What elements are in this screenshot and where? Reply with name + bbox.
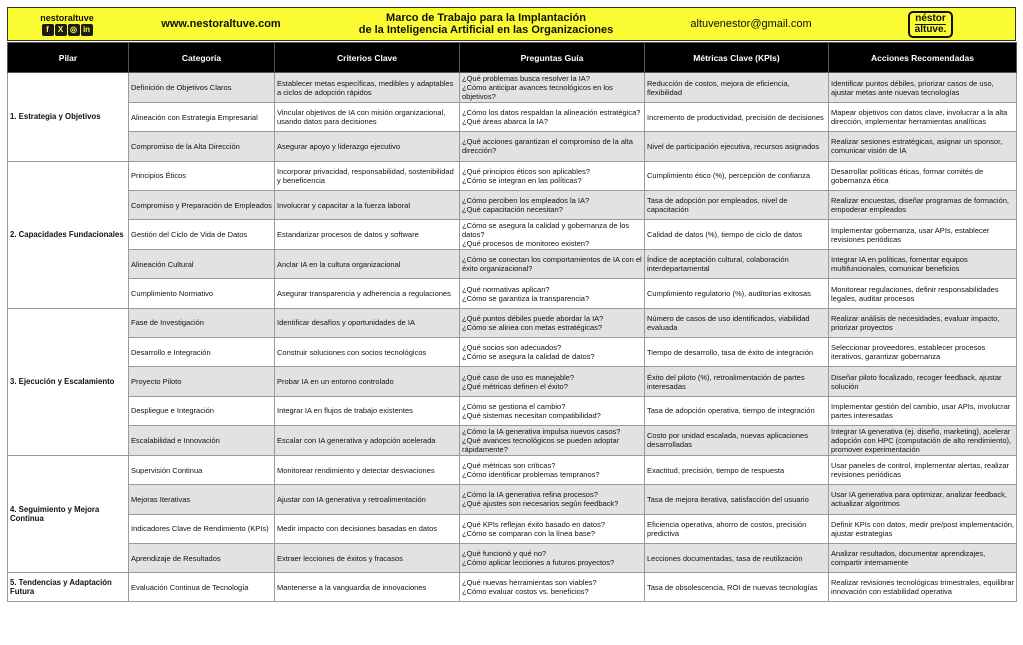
social-icons (42, 24, 93, 36)
preguntas-cell: ¿Qué KPIs reflejan éxito basado en datos? ¿Cómo se comparan con la línea base? (460, 514, 645, 543)
acciones-cell: Usar paneles de control, implementar alertas, realizar revisiones periódicas (829, 455, 1017, 484)
acciones-cell: Monitorear regulaciones, definir responsabilidades legales, auditar procesos (829, 279, 1017, 308)
pillar-cell: 1. Estrategia y Objetivos (8, 73, 129, 162)
metricas-cell: Tasa de adopción operativa, tiempo de integración (645, 396, 829, 425)
criterios-cell: Construir soluciones con socios tecnológicos (275, 338, 460, 367)
categoria-cell: Definición de Objetivos Claros (129, 73, 275, 103)
categoria-cell: Evaluación Continua de Tecnología (129, 573, 275, 602)
criterios-cell: Monitorear rendimiento y detectar desviaciones (275, 455, 460, 484)
acciones-cell: Implementar gobernanza, usar APIs, establecer revisiones periódicas (829, 220, 1017, 250)
metricas-cell: Éxito del piloto (%), retroalimentación de partes interesadas (645, 367, 829, 396)
preguntas-cell: ¿Qué principios éticos son aplicables? ¿Cómo se integran en las políticas? (460, 161, 645, 190)
page-title (316, 12, 656, 36)
column-header-categoria: Categoría (129, 43, 275, 73)
title-line-1: Marco de Trabajo para la Implantación (386, 12, 586, 24)
criterios-cell: Vincular objetivos de IA con misión organizacional, usando datos para decisiones (275, 103, 460, 132)
table-row (8, 338, 1017, 367)
categoria-cell: Desarrollo e Integración (129, 338, 275, 367)
column-header-pilar: Pilar (8, 43, 129, 73)
metricas-cell: Número de casos de uso identificados, viabilidad evaluada (645, 308, 829, 337)
categoria-cell: Aprendizaje de Resultados (129, 543, 275, 572)
categoria-cell: Principios Éticos (129, 161, 275, 190)
table-header-row (8, 43, 1017, 73)
preguntas-cell: ¿Cómo la IA generativa refina procesos? ¿Qué ajustes son necesarios según feedback? (460, 485, 645, 514)
table-row (8, 367, 1017, 396)
metricas-cell: Costo por unidad escalada, nuevas aplicaciones desarrolladas (645, 425, 829, 455)
acciones-cell: Realizar sesiones estratégicas, asignar un sponsor, comunicar visión de IA (829, 132, 1017, 161)
pillar-cell: 3. Ejecución y Escalamiento (8, 308, 129, 455)
preguntas-cell: ¿Cómo los datos respaldan la alineación estratégica? ¿Qué áreas abarca la IA? (460, 103, 645, 132)
acciones-cell: Diseñar piloto focalizado, recoger feedback, ajustar solución (829, 367, 1017, 396)
facebook-icon[interactable]: f (42, 24, 54, 36)
column-header-criterios: Criterios Clave (275, 43, 460, 73)
metricas-cell: Cumplimiento regulatorio (%), auditorías exitosas (645, 279, 829, 308)
preguntas-cell: ¿Cómo perciben los empleados la IA? ¿Qué capacitación necesitan? (460, 190, 645, 219)
metricas-cell: Incremento de productividad, precisión de decisiones (645, 103, 829, 132)
preguntas-cell: ¿Cómo la IA generativa impulsa nuevos casos? ¿Qué avances tecnológicos se pueden adoptar rápidamente? (460, 425, 645, 455)
table-row (8, 220, 1017, 250)
categoria-cell: Indicadores Clave de Rendimiento (KPIs) (129, 514, 275, 543)
acciones-cell: Desarrollar políticas éticas, formar comités de gobernanza ética (829, 161, 1017, 190)
brand-name: nestoraltuve (40, 12, 94, 23)
criterios-cell: Probar IA en un entorno controlado (275, 367, 460, 396)
criterios-cell: Extraer lecciones de éxitos y fracasos (275, 543, 460, 572)
column-header-acciones: Acciones Recomendadas (829, 43, 1017, 73)
metricas-cell: Eficiencia operativa, ahorro de costos, precisión predictiva (645, 514, 829, 543)
criterios-cell: Identificar desafíos y oportunidades de IA (275, 308, 460, 337)
criterios-cell: Asegurar apoyo y liderazgo ejecutivo (275, 132, 460, 161)
metricas-cell: Índice de aceptación cultural, colaboración interdepartamental (645, 250, 829, 279)
preguntas-cell: ¿Qué problemas busca resolver la IA? ¿Cómo anticipar avances tecnológicos en los objetivos? (460, 73, 645, 103)
table-row (8, 279, 1017, 308)
metricas-cell: Nivel de participación ejecutiva, recursos asignados (645, 132, 829, 161)
table-row (8, 161, 1017, 190)
column-header-metricas: Métricas Clave (KPIs) (645, 43, 829, 73)
preguntas-cell: ¿Qué acciones garantizan el compromiso de la alta dirección? (460, 132, 645, 161)
criterios-cell: Estandarizar procesos de datos y software (275, 220, 460, 250)
acciones-cell: Usar IA generativa para optimizar, analizar feedback, actualizar algoritmos (829, 485, 1017, 514)
preguntas-cell: ¿Qué funcionó y qué no? ¿Cómo aplicar lecciones a futuros proyectos? (460, 543, 645, 572)
metricas-cell: Tasa de adopción por empleados, nivel de capacitación (645, 190, 829, 219)
table-row (8, 543, 1017, 572)
logo-line-1: néstor (915, 12, 946, 24)
categoria-cell: Compromiso y Preparación de Empleados (129, 190, 275, 219)
categoria-cell: Compromiso de la Alta Dirección (129, 132, 275, 161)
categoria-cell: Cumplimiento Normativo (129, 279, 275, 308)
email-link[interactable]: altuvenestor@gmail.com (690, 18, 812, 30)
preguntas-cell: ¿Cómo se asegura la calidad y gobernanza de los datos? ¿Qué procesos de monitoreo existen? (460, 220, 645, 250)
criterios-cell: Incorporar privacidad, responsabilidad, sostenibilidad y beneficencia (275, 161, 460, 190)
categoria-cell: Alineación con Estrategia Empresarial (129, 103, 275, 132)
metricas-cell: Tiempo de desarrollo, tasa de éxito de integración (645, 338, 829, 367)
criterios-cell: Ajustar con IA generativa y retroalimentación (275, 485, 460, 514)
categoria-cell: Alineación Cultural (129, 250, 275, 279)
linkedin-icon[interactable]: in (81, 24, 93, 36)
metricas-cell: Lecciones documentadas, tasa de reutilización (645, 543, 829, 572)
metricas-cell: Tasa de mejora iterativa, satisfacción del usuario (645, 485, 829, 514)
acciones-cell: Identificar puntos débiles, priorizar casos de uso, ajustar metas ante nuevas tecnologías (829, 73, 1017, 103)
table-row (8, 308, 1017, 337)
categoria-cell: Fase de Investigación (129, 308, 275, 337)
acciones-cell: Analizar resultados, documentar aprendizajes, compartir internamente (829, 543, 1017, 572)
criterios-cell: Anclar IA en la cultura organizacional (275, 250, 460, 279)
metricas-cell: Calidad de datos (%), tiempo de ciclo de datos (645, 220, 829, 250)
categoria-cell: Gestión del Ciclo de Vida de Datos (129, 220, 275, 250)
website-link[interactable]: www.nestoraltuve.com (161, 18, 281, 30)
acciones-cell: Realizar análisis de necesidades, evaluar impacto, priorizar proyectos (829, 308, 1017, 337)
preguntas-cell: ¿Qué caso de uso es manejable? ¿Qué métricas definen el éxito? (460, 367, 645, 396)
x-icon[interactable]: X (55, 24, 67, 36)
metricas-cell: Tasa de obsolescencia, ROI de nuevas tecnologías (645, 573, 829, 602)
brand-logo (908, 11, 954, 38)
table-row (8, 396, 1017, 425)
table-row (8, 250, 1017, 279)
instagram-icon[interactable]: ◎ (68, 24, 80, 36)
metricas-cell: Reducción de costos, mejora de eficiencia, flexibilidad (645, 73, 829, 103)
table-body (8, 73, 1017, 602)
framework-table (7, 42, 1017, 602)
title-line-2: de la Inteligencia Artificial en las Organizaciones (358, 24, 614, 36)
criterios-cell: Mantenerse a la vanguardia de innovaciones (275, 573, 460, 602)
acciones-cell: Integrar IA en políticas, fomentar equipos multifuncionales, comunicar beneficios (829, 250, 1017, 279)
table-row (8, 573, 1017, 602)
table-row (8, 455, 1017, 484)
categoria-cell: Proyecto Piloto (129, 367, 275, 396)
table-row (8, 485, 1017, 514)
column-header-preguntas: Preguntas Guía (460, 43, 645, 73)
table-row (8, 73, 1017, 103)
table-row (8, 514, 1017, 543)
acciones-cell: Mapear objetivos con datos clave, involucrar a la alta dirección, implementar herramientas analíticas (829, 103, 1017, 132)
metricas-cell: Cumplimiento ético (%), percepción de confianza (645, 161, 829, 190)
acciones-cell: Realizar revisiones tecnológicas trimestrales, equilibrar innovación con estabilidad operativa (829, 573, 1017, 602)
acciones-cell: Realizar encuestas, diseñar programas de formación, empoderar empleados (829, 190, 1017, 219)
preguntas-cell: ¿Cómo se conectan los comportamientos de IA con el éxito organizacional? (460, 250, 645, 279)
categoria-cell: Mejoras Iterativas (129, 485, 275, 514)
pillar-cell: 4. Seguimiento y Mejora Continua (8, 455, 129, 572)
acciones-cell: Implementar gestión del cambio, usar APIs, involucrar partes interesadas (829, 396, 1017, 425)
pillar-cell: 2. Capacidades Fundacionales (8, 161, 129, 308)
table-row (8, 132, 1017, 161)
preguntas-cell: ¿Cómo se gestiona el cambio? ¿Qué sistemas necesitan compatibilidad? (460, 396, 645, 425)
criterios-cell: Involucrar y capacitar a la fuerza laboral (275, 190, 460, 219)
preguntas-cell: ¿Qué normativas aplican? ¿Cómo se garantiza la transparencia? (460, 279, 645, 308)
metricas-cell: Exactitud, precisión, tiempo de respuesta (645, 455, 829, 484)
acciones-cell: Seleccionar proveedores, establecer procesos iterativos, garantizar gobernanza (829, 338, 1017, 367)
header-banner (7, 7, 1016, 41)
criterios-cell: Integrar IA en flujos de trabajo existentes (275, 396, 460, 425)
preguntas-cell: ¿Qué puntos débiles puede abordar la IA? ¿Cómo se alinea con metas estratégicas? (460, 308, 645, 337)
preguntas-cell: ¿Qué métricas son críticas? ¿Cómo identificar problemas tempranos? (460, 455, 645, 484)
preguntas-cell: ¿Qué nuevas herramientas son viables? ¿Cómo evaluar costos vs. beneficios? (460, 573, 645, 602)
logo-line-2: altuve. (914, 23, 947, 35)
criterios-cell: Asegurar transparencia y adherencia a regulaciones (275, 279, 460, 308)
criterios-cell: Establecer metas específicas, medibles y adaptables a ciclos de adopción rápidos (275, 73, 460, 103)
table-row (8, 190, 1017, 219)
table-row (8, 425, 1017, 455)
categoria-cell: Escalabilidad e Innovación (129, 425, 275, 455)
acciones-cell: Definir KPIs con datos, medir pre/post implementación, ajustar estrategias (829, 514, 1017, 543)
preguntas-cell: ¿Qué socios son adecuados? ¿Cómo se asegura la calidad de datos? (460, 338, 645, 367)
categoria-cell: Despliegue e Integración (129, 396, 275, 425)
categoria-cell: Supervisión Continua (129, 455, 275, 484)
criterios-cell: Escalar con IA generativa y adopción acelerada (275, 425, 460, 455)
criterios-cell: Medir impacto con decisiones basadas en datos (275, 514, 460, 543)
brand-block (8, 13, 126, 36)
table-row (8, 103, 1017, 132)
pillar-cell: 5. Tendencias y Adaptación Futura (8, 573, 129, 602)
acciones-cell: Integrar IA generativa (ej. diseño, marketing), acelerar adopción con HPC (computación de alto rendimiento), promover experimentación (829, 425, 1017, 455)
logo-wrap (846, 11, 1015, 38)
